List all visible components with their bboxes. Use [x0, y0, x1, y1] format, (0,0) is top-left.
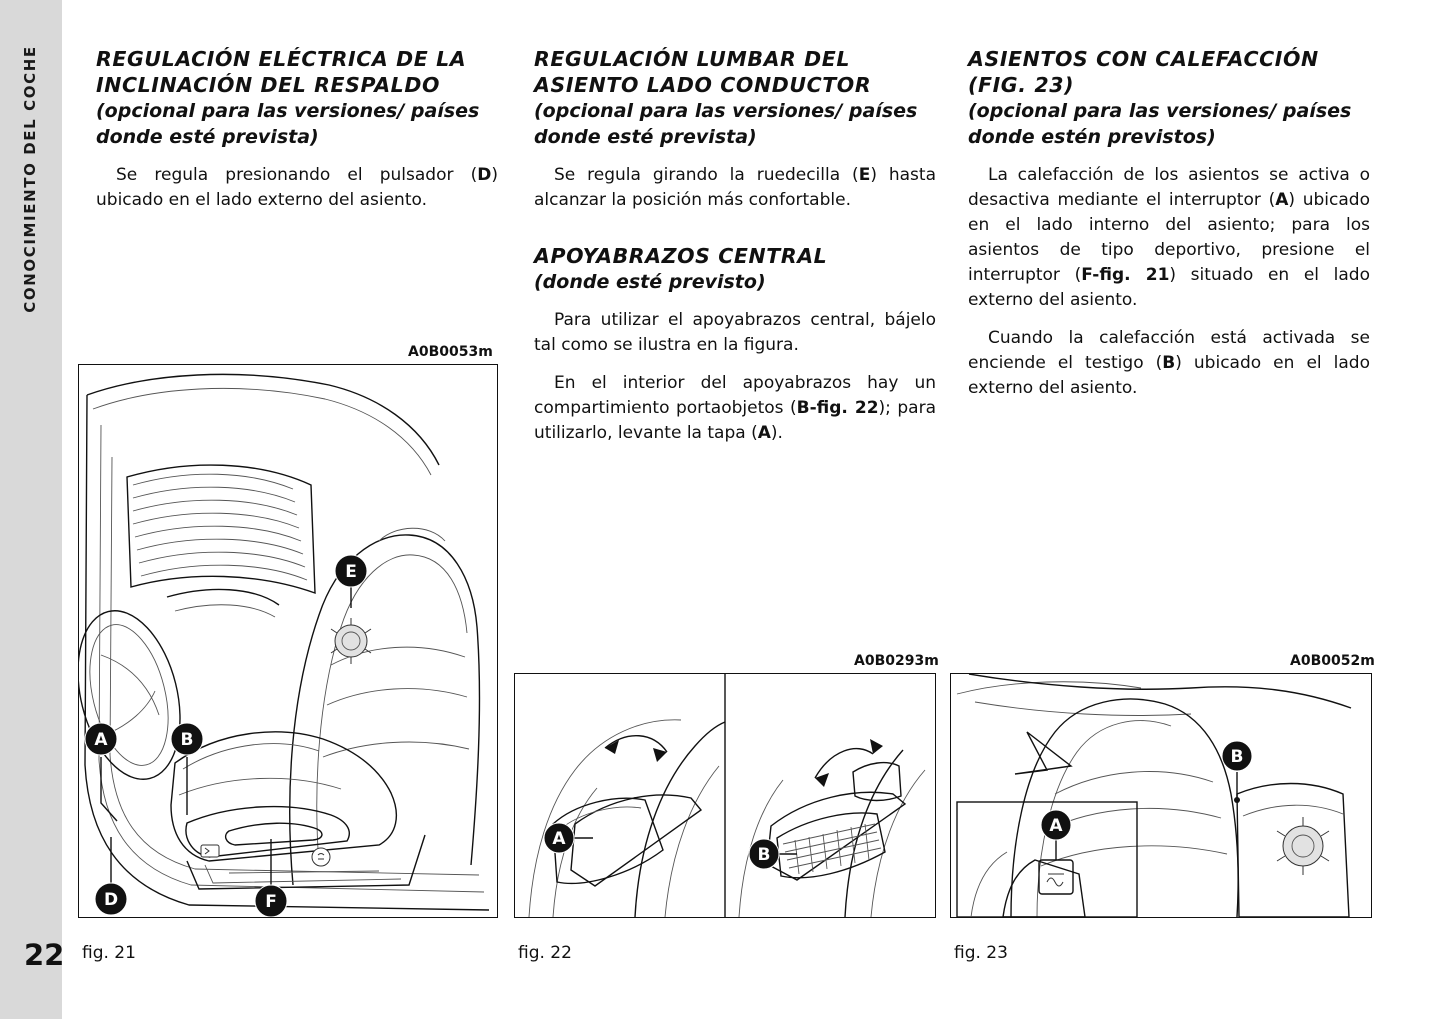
ref-b-fig22: B-fig. 22	[796, 398, 879, 418]
text-part: Se regula presionando el pulsador (	[116, 165, 478, 185]
callout-d	[95, 883, 127, 915]
column-three	[968, 46, 1370, 401]
figure-22-caption: fig. 22	[518, 943, 572, 963]
callout-e	[335, 555, 367, 587]
text-part: La calefacción de los asientos se activa o desactiva mediante el interruptor (	[968, 165, 1370, 210]
callout-f	[255, 885, 287, 917]
text-part: En el interior del apoyabrazos hay un compartimiento portaobjetos (	[534, 373, 936, 418]
ref-letter-a: A	[1275, 190, 1289, 210]
figure-22	[514, 673, 936, 918]
paragraph-heated-seats-1	[968, 163, 1370, 313]
callout-a	[85, 723, 117, 755]
heading-lumbar: REGULACIÓN LUMBAR DEL ASIENTO LADO CONDUCTOR	[534, 47, 872, 97]
figure-23	[950, 673, 1372, 918]
svg-text:D: D	[103, 890, 119, 910]
figure-23-drawing	[951, 674, 1371, 917]
svg-text:E: E	[345, 562, 357, 582]
ref-letter-b: B	[1162, 353, 1176, 373]
ref-letter-a: A	[757, 423, 771, 443]
spacer	[534, 213, 936, 243]
chapter-title: CONOCIMIENTO DEL COCHE	[21, 45, 39, 313]
svg-text:B: B	[180, 730, 194, 750]
paragraph-lumbar	[534, 163, 936, 213]
subheading-armrest: (donde esté previsto)	[534, 271, 766, 293]
svg-text:B: B	[1230, 747, 1244, 767]
subheading-lumbar: (opcional para las versiones/ países donde esté prevista)	[534, 100, 918, 148]
paragraph-heated-seats-2	[968, 326, 1370, 401]
figure-21-code: A0B0053m	[408, 344, 493, 360]
text-part: ) ubicado en el lado interno del asiento; para los asientos de tipo deportivo, presione el interruptor (	[968, 190, 1370, 285]
figure-21-drawing	[79, 365, 497, 917]
ref-f-fig21: F-fig. 21	[1081, 265, 1170, 285]
paragraph-armrest-use: Para utilizar el apoyabrazos central, bájelo tal como se ilustra en la figura.	[534, 310, 936, 355]
svg-text:A: A	[94, 730, 108, 750]
page-number: 22	[24, 938, 65, 972]
paragraph-backrest-tilt	[96, 163, 498, 213]
callout-a	[544, 823, 574, 853]
side-band-divider	[62, 0, 68, 1019]
text-part: ) ubicado en el lado externo del asiento.	[96, 165, 498, 210]
callout-b	[171, 723, 203, 755]
svg-text:A: A	[552, 829, 566, 849]
figure-23-code: A0B0052m	[1290, 653, 1375, 669]
chapter-side-band	[0, 0, 65, 1019]
svg-text:F: F	[265, 892, 277, 912]
column-one	[96, 46, 498, 213]
text-part: Se regula girando la ruedecilla (	[554, 165, 859, 185]
figure-21-caption: fig. 21	[82, 943, 136, 963]
text-part: ); para utilizarlo, levante la tapa (	[534, 398, 936, 443]
text-part: ).	[770, 423, 783, 443]
svg-text:A: A	[1049, 816, 1063, 836]
text-part: ) hasta alcanzar la posición más confortable.	[534, 165, 936, 210]
column-two	[534, 46, 936, 446]
text-part: Cuando la calefacción está activada se enciende el testigo (	[968, 328, 1370, 373]
heading-armrest: APOYABRAZOS CENTRAL	[534, 244, 828, 268]
paragraph-armrest-storage	[534, 371, 936, 446]
text-part: ) situado en el lado externo del asiento.	[968, 265, 1370, 310]
figure-23-caption: fig. 23	[954, 943, 1008, 963]
callout-b	[749, 839, 779, 869]
ref-letter-e: E	[858, 165, 871, 185]
figure-21	[78, 364, 498, 918]
svg-text:B: B	[757, 845, 771, 865]
subheading-heated-seats: (opcional para las versiones/ países donde estén previstos)	[968, 100, 1352, 148]
heading-backrest-tilt: REGULACIÓN ELÉCTRICA DE LA INCLINACIÓN DEL RESPALDO	[96, 47, 467, 97]
figure-22-drawing	[515, 674, 935, 917]
heading-heated-seats: ASIENTOS CON CALEFACCIÓN (FIG. 23)	[968, 47, 1319, 97]
text-part: ) ubicado en el lado externo del asiento.	[968, 353, 1370, 398]
callout-a	[1041, 810, 1071, 840]
figure-22-code: A0B0293m	[854, 653, 939, 669]
subheading-backrest-tilt: (opcional para las versiones/ países donde esté prevista)	[96, 100, 480, 148]
ref-letter-d: D	[477, 165, 492, 185]
callout-b	[1222, 741, 1252, 771]
